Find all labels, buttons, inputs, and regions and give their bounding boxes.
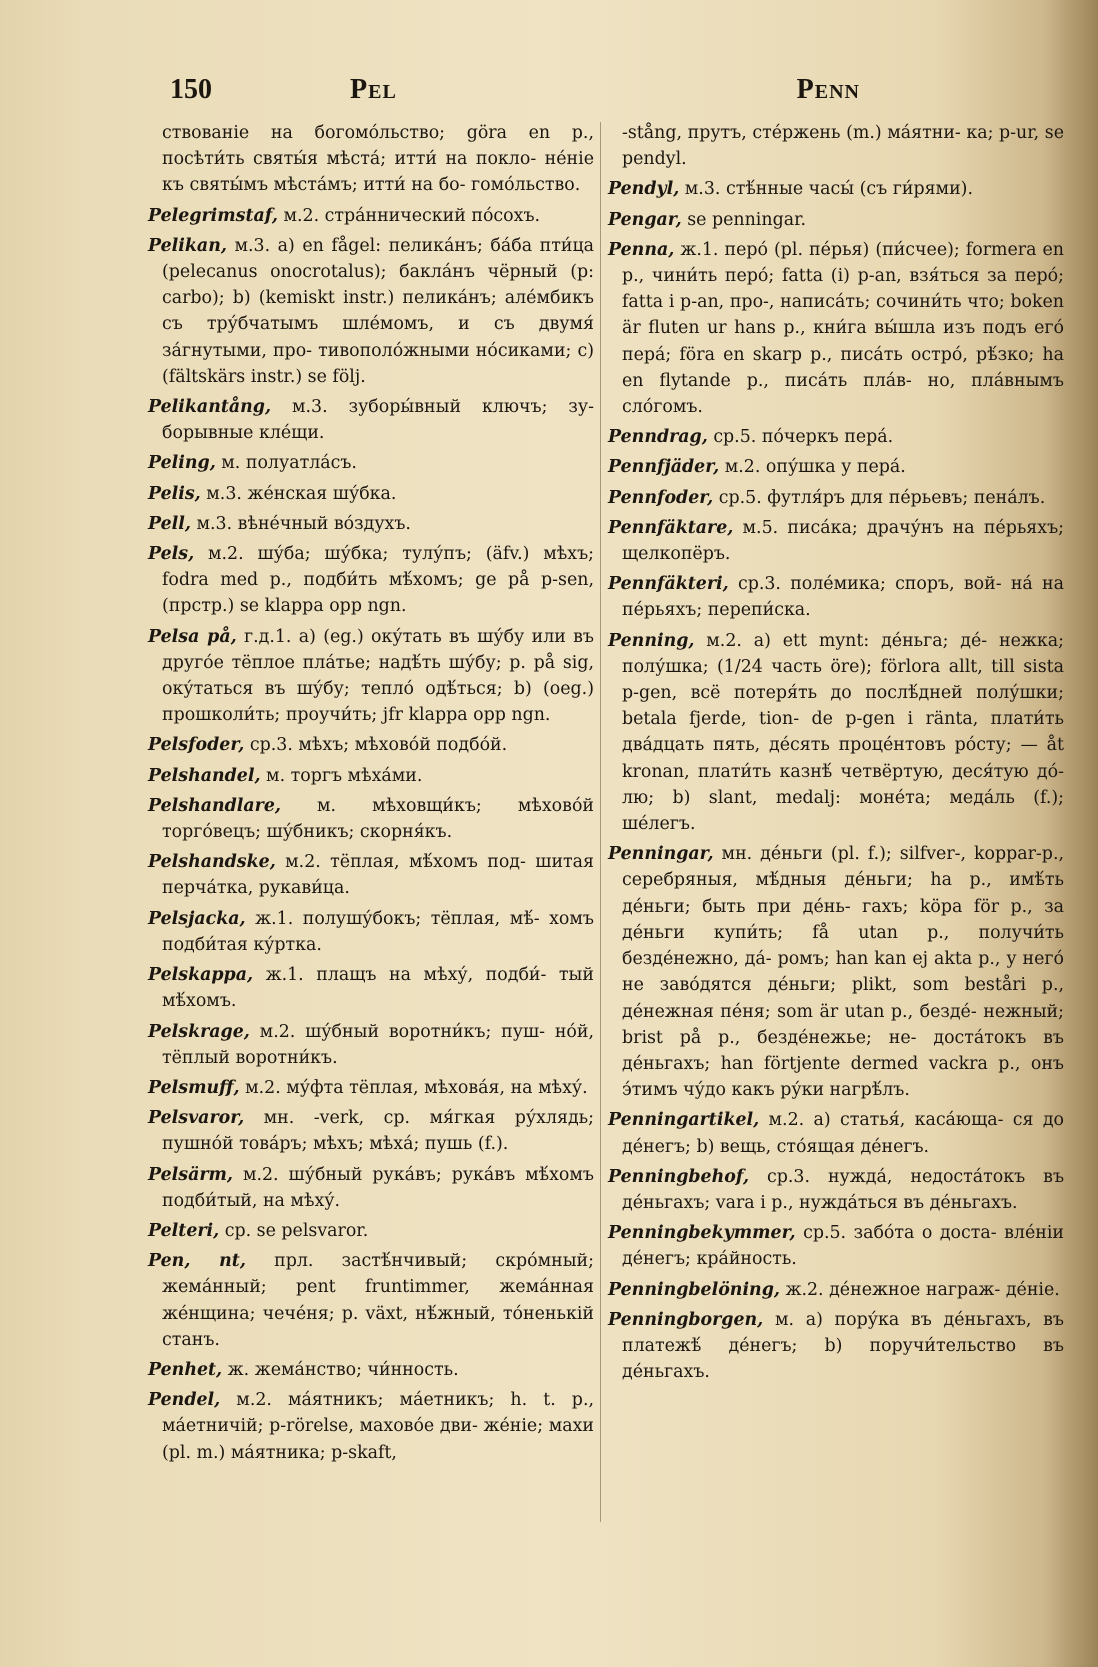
dictionary-entry [608, 1220, 1064, 1272]
entry-definition: ср.5. по́черкъ пера́. [713, 427, 894, 448]
entry-headword: Pelsa på, [148, 626, 237, 647]
entry-definition: м.2. му́фта тёплая, мѣхова́я, на мѣху́. [245, 1077, 588, 1098]
entry-definition: прл. застѣ́нчивый; скро́мный; жема́нный; pent fruntimmer, жема́нная же́нщина; чече́ня; p. växt, нѣ́жный, то́ненькій станъ. [162, 1251, 594, 1350]
entry-definition: ср. se pelsvaror. [224, 1220, 369, 1241]
dictionary-entry [148, 541, 594, 620]
entry-headword: Pendyl, [608, 179, 680, 200]
dictionary-entry [148, 1075, 594, 1101]
entry-definition: -stång, прутъ, стéржень (m.) ма́ятни- ка; p-ur, se pendyl. [622, 123, 1064, 170]
entry-headword: Penningborgen, [608, 1309, 764, 1330]
dictionary-entry [608, 1277, 1064, 1303]
entry-definition: мн. де́ньги (pl. f.); silfver-, koppar-p., серебряныя, мѣ́дныя де́ньги; ha p., имѣ́ть де́ньги; быть при де́нь- гахъ; köpa för p., за де́ньги купи́ть; få utan p., получи́ть безде́нежно, да́- ромъ; han kan ej akta p., у него́ не заво́дятся де́ньги; plikt, som beståri p., де́нежная пе́ня; som är utan p., безде́- нежный; brist på p., безде́нежье; не- доста́токъ въ де́ньгахъ; han förtjente dermed vackra p., онъ э́тимъ чу́до какъ ру́ки нагрѣ́лъ. [622, 844, 1064, 1101]
entry-definition: м.3. зубоpы́вный ключъ; зу- борывные кле́щи. [162, 397, 595, 444]
dictionary-entry [608, 237, 1064, 420]
dictionary-entry [148, 1162, 594, 1214]
entry-definition: м.2. шу́ба; шу́бка; тулу́пъ; (äfv.) мѣхъ; fodra med p., подби́ть мѣ́хомъ; ge på p-sen, (прстр.) se klappa opp ngn. [162, 544, 594, 617]
entry-headword: Pelshandske, [148, 852, 276, 873]
column-divider [600, 122, 601, 1522]
entry-headword: Pennfäktare, [608, 517, 734, 538]
dictionary-entry [148, 732, 594, 758]
entry-definition: ср.5. забо́та о доста- вле́ніи де́негъ; кра́йность. [622, 1223, 1065, 1270]
entry-definition: м.2. ма́ятникъ; ма́етникъ; h. t. p., ма́етничій; p-rörelse, махово́е дви- же́ніе; махи (pl. m.) ма́ятника; p-skaft, [162, 1390, 594, 1463]
guide-word-left: Pel [350, 74, 397, 105]
entry-definition: м.3. стѣ́нные часы́ (съ ги́рями). [684, 179, 973, 200]
entry-definition: ж.2. де́нежное награж- де́ніе. [785, 1279, 1060, 1300]
entry-headword: Pelskrage, [148, 1021, 250, 1042]
entry-headword: Penning, [608, 630, 695, 651]
entry-definition: ср.3. мѣхъ; мѣхово́й подбо́й. [249, 735, 508, 756]
entry-headword: Pennfoder, [608, 487, 714, 508]
entry-definition: м.2. шу́бный рука́въ; рука́въ мѣ́хомъ подби́тый, на мѣху́. [162, 1164, 594, 1211]
dictionary-entry [608, 628, 1064, 838]
entry-definition: м. a) пору́ка въ де́ньгахъ, въ платежѣ́ де́негъ; b) поручи́тельство въ де́ньгахъ. [622, 1309, 1064, 1383]
dictionary-entry [148, 962, 594, 1014]
running-header [170, 62, 860, 110]
entry-headword: Pelsärm, [148, 1164, 233, 1185]
dictionary-entry [608, 1107, 1064, 1159]
entry-definition: м.3. вѣне́чный во́здухъ. [196, 513, 411, 534]
entry-definition: ствованіе на богомо́льство; göra en p., посѣти́ть святы́я мѣста́; итти́ на покло- не́ніе къ святы́мъ мѣста́мъ; итти́ на бо- гомо́льство. [162, 123, 594, 196]
entry-headword: Pelsvaror, [148, 1108, 245, 1129]
entry-headword: Pengar, [608, 209, 682, 230]
dictionary-entry [148, 906, 594, 958]
entry-headword: Pennfäkteri, [608, 574, 729, 595]
entry-definition: м.2. тёплая, мѣ́хомъ под- шитая перча́тка, рукави́ца. [162, 852, 594, 899]
entry-definition: м.2. a) статья́, каса́юща- ся до де́негъ; b) вещь, сто́ящая де́негъ. [622, 1110, 1064, 1157]
entry-headword: Pennfjäder, [608, 457, 720, 478]
entry-definition: ж. жема́нство; чи́нность. [227, 1359, 459, 1380]
guide-word-right: Penn [796, 74, 860, 105]
entry-headword: Pelegrimstaf, [148, 205, 278, 226]
dictionary-entry [608, 120, 1064, 172]
dictionary-entry [148, 793, 594, 845]
entry-definition: ж.1. плащъ на мѣху́, подби́- тый мѣ́хомъ. [162, 965, 594, 1012]
entry-headword: Pelshandel, [148, 765, 261, 786]
dictionary-entry [148, 763, 594, 789]
dictionary-entry [608, 176, 1064, 202]
entry-definition: м. полуатла́съ. [221, 453, 357, 474]
dictionary-entry [608, 1307, 1064, 1386]
dictionary-entry [148, 203, 594, 229]
left-column [148, 120, 594, 1470]
entry-definition: м.3. a) en fågel: пелика́нъ; ба́ба пти́ца (pelecanus onocrotalus); бакла́нъ чёрный (p: carbo); b) (kemiskt instr.) пелика́нъ; але́мбикъ съ тру́бчатымъ шле́момъ, и съ двумя́ за́гнутыми, про- тивополо́жными но́сиками; c) (fältskärs instr.) se följ. [162, 235, 595, 387]
dictionary-entry [148, 511, 594, 537]
entry-headword: Penningartikel, [608, 1110, 760, 1131]
entry-definition: ср.3. нужда́, недоста́токъ въ де́ньгахъ; vara i p., нужда́ться въ де́ньгахъ. [622, 1166, 1065, 1213]
entry-definition: м.2. опу́шка у пера́. [724, 457, 906, 478]
dictionary-entry [148, 120, 594, 199]
page-number: 150 [170, 74, 212, 105]
dictionary-entry [148, 481, 594, 507]
dictionary-entry [608, 485, 1064, 511]
dictionary-entry [148, 1387, 594, 1466]
dictionary-entry [148, 1105, 594, 1157]
dictionary-entry [608, 1164, 1064, 1216]
entry-definition: м.2. шу́бный воротни́къ; пуш- но́й, тёплый воротни́къ. [162, 1021, 594, 1068]
dictionary-entry [608, 424, 1064, 450]
dictionary-entry [148, 1248, 594, 1353]
dictionary-entry [608, 454, 1064, 480]
entry-headword: Pelskappa, [148, 965, 254, 986]
entry-headword: Pelshandlare, [148, 795, 281, 816]
entry-definition: ср.5. футля́ръ для пе́рьевъ; пена́лъ. [718, 487, 1046, 508]
dictionary-entry [148, 394, 594, 446]
entry-headword: Pelsmuff, [148, 1077, 240, 1098]
dictionary-entry [608, 841, 1064, 1103]
entry-headword: Penna, [608, 239, 675, 260]
entry-headword: Pell, [148, 513, 191, 534]
dictionary-entry [608, 571, 1064, 623]
entry-definition: ж.1. перо́ (pl. пе́рья) (пи́счее); formera en p., чини́ть перо́; fatta (i) p-an, взя́ться за перо́; fatta i p-an, про-, написа́ть; сочини́ть что; boken är fluten ur hans p., кни́га вы́шла изъ подъ его́ пера́; föra en skarp p., писа́ть остро́, рѣ́зко; ha en flytande p., писа́ть пла́в- но, пла́внымъ сло́гомъ. [622, 239, 1065, 418]
entry-headword: Penningbehof, [608, 1166, 749, 1187]
entry-headword: Peling, [148, 453, 216, 474]
entry-definition: м.2. стра́ннический по́сохъ. [283, 205, 541, 226]
entry-definition: м.5. пиcа́ка; драчу́нъ на пе́рьяхъ; щелкопёръ. [622, 517, 1065, 565]
entry-headword: Penningar, [608, 844, 714, 865]
entry-headword: Penningbekymmer, [608, 1223, 796, 1244]
entry-definition: мн. -verk, ср. мя́гкая ру́хлядь; пушно́й това́ръ; мѣхъ; мѣха́; пушь (f.). [162, 1108, 595, 1155]
dictionary-entry [148, 233, 594, 390]
entry-headword: Pelteri, [148, 1220, 220, 1241]
right-column [608, 120, 1064, 1389]
entry-headword: Pen, nt, [148, 1251, 246, 1272]
entry-headword: Pelsfoder, [148, 735, 245, 756]
entry-definition: se penningar. [687, 209, 806, 230]
entry-headword: Penningbelöning, [608, 1279, 780, 1300]
dictionary-entry [148, 450, 594, 476]
dictionary-entry [148, 624, 594, 729]
entry-headword: Pelis, [148, 483, 201, 504]
dictionary-entry [608, 207, 1064, 233]
entry-headword: Pelikantång, [148, 397, 272, 418]
entry-definition: ж.1. полушу́бокъ; тёплая, мѣ́- хомъ подби́тая ку́ртка. [162, 908, 594, 955]
entry-definition: м. мѣховщи́къ; мѣхово́й торго́вецъ; шу́бникъ; скорня́къ. [162, 795, 595, 843]
entry-definition: г.д.1. a) (eg.) оку́тать въ шу́бу или въ друго́е тёплое пла́тье; надѣ́ть шу́бу; p. på sig, оку́таться въ шу́бу; тепло́ одѣ́ться; b) (oeg.) прошколи́ть; проучи́ть; jfr klappa opp ngn. [162, 626, 594, 726]
entry-headword: Penhet, [148, 1359, 223, 1380]
entry-headword: Pelikan, [148, 235, 227, 256]
entry-definition: ср.3. поле́мика; споръ, вой- на́ на пе́рьяхъ; перепи́ска. [622, 574, 1065, 621]
entry-definition: м.2. a) ett mynt: де́ньга; де́- нежка; полу́шка; (1/24 часть öre); förlora allt, till sista p-gen, всё потеря́ть до послѣ́дней полу́шки; betala fjerde, tion- de p-gen i ränta, плати́ть два́дцать пять, де́сять проце́нтовъ ро́сту; — åt kronan, плати́ть казнѣ́ четвёртую, деся́тую до́- лю; b) slant, medalj: моне́та; меда́ль (f.); ше́легъ. [622, 630, 1064, 835]
entry-headword: Penndrag, [608, 427, 708, 448]
dictionary-entry [148, 1357, 594, 1383]
dictionary-entry [148, 1019, 594, 1071]
entry-headword: Pendel, [148, 1390, 221, 1411]
dictionary-entry [148, 1218, 594, 1244]
entry-headword: Pelsjacka, [148, 908, 246, 929]
entry-definition: м. торгъ мѣха́ми. [266, 765, 423, 786]
entry-definition: м.3. же́нская шу́бка. [206, 483, 397, 504]
entry-headword: Pels, [148, 544, 195, 565]
dictionary-entry [608, 515, 1064, 567]
dictionary-entry [148, 849, 594, 901]
